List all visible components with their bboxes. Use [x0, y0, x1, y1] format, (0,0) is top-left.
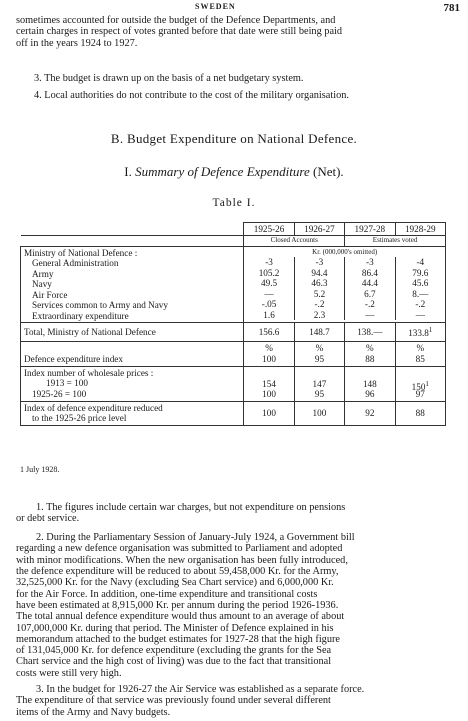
cell-value: 95	[314, 389, 325, 400]
note-line: The expenditure of that service was previously found under several different	[16, 695, 331, 707]
cell-value: 49.5	[261, 278, 278, 289]
total-value: 133.8	[408, 328, 429, 339]
total-value: 138.—	[357, 327, 383, 338]
note-line: items of the Army and Navy budgets.	[16, 706, 171, 718]
total-cell	[294, 323, 344, 342]
index-row	[21, 342, 446, 366]
note-line: 32,525,000 Kr. for the Navy (excluding Sea Chart service) and 6,000,000 Kr.	[16, 577, 334, 589]
note-line: regarding a new defence organisation was submitted to Parliament and adopted	[16, 543, 343, 555]
sub-heading-suffix: (Net).	[313, 164, 344, 179]
value-column	[396, 257, 445, 320]
cell-value: —	[415, 309, 425, 320]
running-title: SWEDEN	[195, 2, 236, 11]
value-column	[295, 257, 345, 320]
note-line: The total annual defence expenditure would thus amount to an average of about	[16, 611, 345, 623]
index-value: 95	[314, 353, 325, 364]
table-blank-cell	[21, 236, 244, 247]
cell-value: 105.2	[258, 267, 280, 278]
section-heading: B. Budget Expenditure on National Defence.	[110, 131, 358, 146]
note-line: memorandum attached to the budget estimates for 1927-28 that the high figure	[16, 633, 340, 645]
note-line: the defence expenditure will be reduced to about 59,458,000 Kr. for the Army,	[16, 565, 339, 577]
row-label: Services common to Army and Navy	[32, 300, 168, 311]
percent-sign: %	[366, 343, 374, 354]
cell-value: —	[365, 309, 375, 320]
cell-value: -.2	[415, 299, 426, 310]
cell-value: 6.7	[364, 288, 376, 299]
ministry-heading: Ministry of National Defence :	[24, 247, 138, 258]
table-caption: Table I.	[212, 197, 256, 209]
cell-value: —	[264, 288, 274, 299]
ministry-value-columns	[244, 257, 445, 320]
note-3	[16, 684, 456, 718]
wholesale-cell	[294, 366, 344, 401]
cell-value: 100	[262, 389, 276, 400]
total-value: 156.6	[258, 327, 280, 338]
wholesale-rows	[21, 366, 446, 401]
reduced-index-value: 88	[395, 401, 445, 425]
cell-value: 147	[312, 378, 327, 389]
total-row	[21, 323, 446, 342]
reduced-index-value: 92	[345, 401, 395, 425]
cell-value: 44.4	[361, 278, 378, 289]
table-corner-cell	[21, 223, 244, 236]
cell-value	[399, 379, 442, 390]
total-value: 148.7	[309, 327, 330, 338]
note-line: Chart service and the high cost of living) was due to the fact that transitional	[16, 656, 332, 668]
cell-value: -3	[366, 257, 374, 268]
row-label: General Administration	[32, 258, 119, 269]
row-label: Navy	[32, 279, 52, 290]
cell-value: 97	[415, 389, 425, 400]
cell-value: 46.3	[311, 278, 328, 289]
note-line: or debt service.	[16, 513, 80, 525]
total-label: Total, Ministry of National Defence	[21, 323, 244, 342]
reduced-index-value: 100	[294, 401, 344, 425]
percent-sign: %	[265, 343, 273, 354]
ministry-rows	[21, 246, 446, 323]
ministry-labels	[21, 246, 244, 323]
intro-line: certain charges in respect of votes granted before that date were still being paid	[16, 26, 343, 38]
numbered-item-4: 4. Local authorities do not contribute to the cost of the military organisation.	[34, 90, 349, 101]
defence-expenditure-table	[20, 222, 446, 426]
footnote-mark: 1	[428, 326, 433, 335]
value-column	[244, 257, 294, 320]
reduced-index-value: 100	[244, 401, 294, 425]
index-value: 85	[415, 353, 425, 364]
cell-value: 45.6	[412, 278, 429, 289]
note-line: costs were still very high.	[16, 667, 122, 679]
column-header: 1926-27	[294, 223, 344, 236]
cell-value: 86.4	[361, 267, 378, 278]
cell-value: -.2	[314, 299, 325, 310]
sub-heading-title: Summary of Defence Expenditure	[135, 164, 310, 179]
cell-value: 96	[365, 389, 375, 400]
index-cell	[345, 342, 395, 366]
estimates-voted-label: Estimates voted	[345, 236, 446, 247]
row-label: 1913 = 100	[46, 378, 88, 389]
intro-line: sometimes accounted for outside the budget of the Defence Departments, and	[16, 15, 336, 26]
running-head	[0, 2, 468, 16]
cell-value: 8.—	[412, 288, 429, 299]
cell-value-text: 150	[411, 381, 426, 392]
note-line: for the Air Force. In addition, one-time expenditure and transitional costs	[16, 588, 318, 600]
column-header: 1927-28	[345, 223, 395, 236]
table-year-header	[21, 223, 446, 236]
index-cell	[294, 342, 344, 366]
index-cell	[244, 342, 294, 366]
cell-value: 5.2	[313, 288, 326, 299]
cell-value: -3	[265, 257, 273, 268]
intro-paragraph	[16, 15, 456, 49]
unit-note: Kr. (000,000's omitted)	[312, 247, 378, 256]
cell-value: -.05	[261, 299, 277, 310]
note-line: 2. During the Parliamentary Session of January-July 1924, a Government bill	[36, 532, 355, 543]
ministry-values-block	[244, 246, 446, 323]
percent-sign: %	[416, 343, 425, 354]
wholesale-cell	[244, 366, 294, 401]
column-header: 1928-29	[395, 223, 445, 236]
note-line: 3. In the budget for 1926-27 the Air Service was established as a separate force.	[36, 684, 365, 695]
reduced-index-label	[21, 401, 244, 425]
wholesale-heading: Index number of wholesale prices :	[24, 367, 154, 378]
wholesale-cell	[395, 366, 445, 401]
cell-value: 2.3	[313, 309, 326, 320]
row-label: Army	[32, 268, 54, 279]
percent-sign: %	[315, 343, 324, 354]
row-label: 1925-26 = 100	[32, 388, 87, 399]
total-cell	[345, 323, 395, 342]
cell-value: 154	[262, 378, 276, 389]
column-header: 1925-26	[244, 223, 294, 236]
note-line: 1. The figures include certain war charges, but not expenditure on pensions	[36, 502, 346, 513]
index-value: 88	[365, 353, 375, 364]
row-label: Air Force	[32, 289, 68, 300]
note-line: have been estimated at 8,915,000 Kr. per annum during the period 1926-1936.	[16, 599, 339, 611]
value-column	[345, 257, 395, 320]
row-label: Extraordinary expenditure	[32, 310, 129, 321]
intro-line: off in the years 1924 to 1927.	[16, 37, 138, 49]
cell-value: -3	[315, 257, 324, 268]
wholesale-labels	[21, 366, 244, 401]
sub-heading	[0, 165, 468, 179]
note-line: with minor modifications. When the new organisation has been fully introduced,	[16, 554, 348, 566]
cell-value: -.2	[364, 299, 375, 310]
reduced-index-row	[21, 401, 446, 425]
footnote-mark: 1	[425, 379, 429, 388]
sub-heading-numeral: I.	[124, 164, 132, 179]
label-line: Index of defence expenditure reduced	[24, 402, 163, 413]
closed-accounts-label: Closed Accounts	[244, 236, 345, 247]
cell-value: 94.4	[311, 267, 328, 278]
cell-value: 1.6	[263, 309, 275, 320]
table-footnote: 1 July 1928.	[20, 465, 60, 474]
table-group-header	[21, 236, 446, 247]
total-cell	[244, 323, 294, 342]
cell-value: -4	[416, 257, 425, 268]
index-value: 100	[262, 353, 276, 364]
numbered-item-3: 3. The budget is drawn up on the basis of a net budgetary system.	[34, 73, 304, 84]
label-line: to the 1925-26 price level	[32, 413, 127, 424]
note-line: 107,000,000 Kr. during that period. The Minister of Defence explained in his	[16, 622, 334, 634]
index-cell	[395, 342, 445, 366]
cell-value: 79.6	[412, 267, 429, 278]
total-cell	[395, 323, 445, 342]
index-label: Defence expenditure index	[21, 342, 244, 366]
note-2	[16, 532, 456, 679]
cell-value: 148	[362, 378, 377, 389]
note-1	[16, 502, 456, 525]
page-number: 781	[443, 2, 460, 14]
note-line: of 131,045,000 Kr. for defence expenditure (excluding the grants for the Sea	[16, 645, 332, 657]
wholesale-cell	[345, 366, 395, 401]
